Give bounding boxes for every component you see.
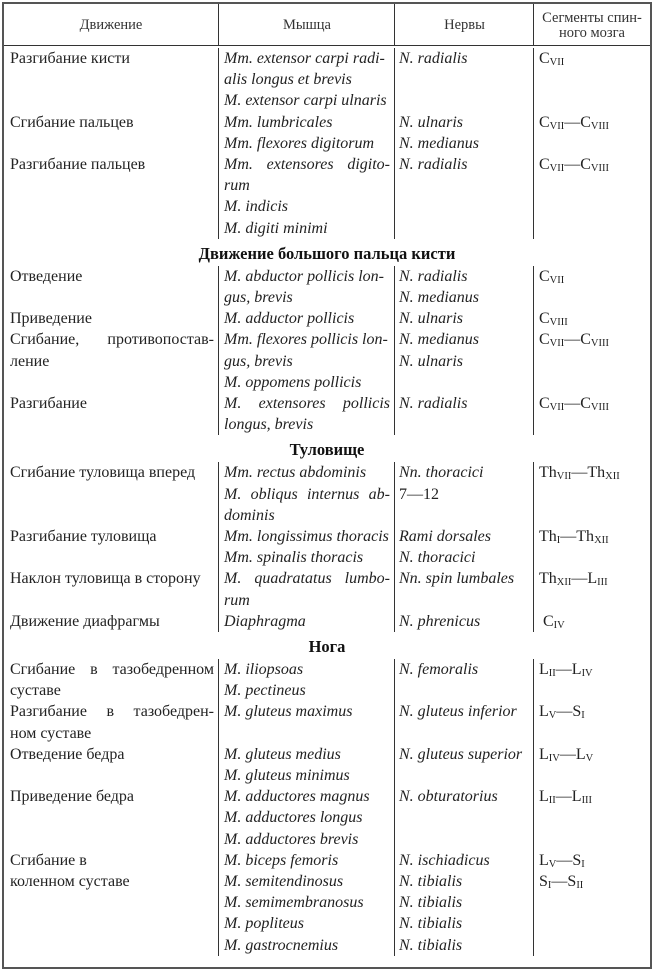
column-divider xyxy=(533,266,534,436)
segment-letter: — xyxy=(564,331,581,349)
nerve-cell: N. ischiadicus xyxy=(399,851,490,869)
segment-letter: L xyxy=(539,703,549,721)
segment-letter: — xyxy=(559,745,576,763)
muscle-cell: M. semitendinosus xyxy=(224,873,344,890)
muscle-cell: M. popliteus xyxy=(224,915,304,933)
segment-index: VIII xyxy=(590,120,609,132)
muscle-cell: M. extensor carpi ulnaris xyxy=(224,92,387,110)
movement-cell: Сгибание, противопостав- xyxy=(10,331,214,349)
column-divider xyxy=(394,659,395,956)
segment-letter: — xyxy=(555,788,572,806)
segment-cell xyxy=(539,48,564,73)
movement-cell: Сгибание пальцев xyxy=(10,113,134,131)
segment-letter: Th xyxy=(539,528,557,545)
segment-letter: — xyxy=(571,464,588,482)
muscle-cell: M. gastrocnemius xyxy=(224,936,339,954)
muscle-cell: longus, brevis xyxy=(224,416,314,434)
segment-index: VII xyxy=(549,402,565,413)
segment-index: I xyxy=(547,880,552,891)
segment-letter: — xyxy=(551,873,568,890)
segment-letter: L xyxy=(587,570,598,588)
muscle-cell: Diaphragma xyxy=(224,612,306,630)
segment-index: IV xyxy=(548,752,560,764)
muscle-innervation-table xyxy=(2,2,652,969)
section-header: Движение большого пальца кисти xyxy=(198,243,456,263)
muscle-cell: M. pectineus xyxy=(224,682,306,700)
nerve-cell: N. tibialis xyxy=(399,936,463,954)
segment-index: XII xyxy=(594,535,609,546)
column-divider xyxy=(394,266,395,436)
segment-letter: L xyxy=(571,788,582,806)
muscle-cell: gus, brevis xyxy=(224,352,293,370)
segment-index: VIII xyxy=(590,163,609,174)
muscle-cell: M. iliopsoas xyxy=(224,661,304,678)
movement-cell: суставе xyxy=(10,682,61,700)
muscle-cell: M. biceps femoris xyxy=(224,851,339,869)
column-divider xyxy=(218,266,219,436)
segment-letter: S xyxy=(539,873,548,890)
segment-letter: C xyxy=(539,395,550,412)
muscle-cell: M. oppomens pollicis xyxy=(224,373,362,391)
column-divider xyxy=(218,659,219,956)
nerve-cell: N. ulnaris xyxy=(399,352,464,370)
header-segments-line1: Сегменты спин- xyxy=(542,10,642,26)
nerve-cell: N. radialis xyxy=(399,395,468,412)
movement-cell: ном суставе xyxy=(10,724,92,742)
movement-cell: Сгибание в тазобедренном xyxy=(10,661,214,678)
nerve-cell: N. phrenicus xyxy=(399,612,481,630)
segment-letter: S xyxy=(567,873,577,890)
segment-index: XII xyxy=(605,471,620,483)
section-header: Туловище xyxy=(289,440,365,460)
column-divider xyxy=(394,48,395,239)
segment-letter: Th xyxy=(539,570,557,588)
segment-index: II xyxy=(548,668,556,679)
segment-index: VII xyxy=(549,274,565,286)
segment-letter: L xyxy=(575,745,586,763)
nerve-cell: Nn. thoracici xyxy=(399,464,484,482)
segment-index: II xyxy=(548,795,556,807)
nerve-cell: N. tibialis xyxy=(399,915,463,933)
nerve-cell: N. obturatorius xyxy=(399,788,498,806)
segment-letter: L xyxy=(539,745,549,763)
segment-cell xyxy=(539,871,583,896)
muscle-cell: Mm. flexores digitorum xyxy=(224,134,375,152)
segment-index: VII xyxy=(549,57,565,68)
segment-letter: — xyxy=(556,851,573,869)
movement-cell: Движение диафрагмы xyxy=(10,612,160,630)
nerve-cell: N. tibialis xyxy=(399,894,463,912)
movement-cell: Разгибание пальцев xyxy=(10,156,146,173)
muscle-cell: M. semimembranosus xyxy=(224,894,364,912)
nerve-cell: N. gluteus inferior xyxy=(399,703,517,721)
muscle-cell: Mm. lumbricales xyxy=(224,113,333,131)
nerve-cell: N. radialis xyxy=(399,156,468,173)
segment-cell xyxy=(539,266,564,291)
segment-cell xyxy=(539,744,593,769)
header-movement: Движение xyxy=(79,17,143,33)
segment-cell xyxy=(539,154,609,179)
header-col-divider-1 xyxy=(218,4,219,45)
muscle-cell: alis longus et brevis xyxy=(224,71,352,89)
segment-letter: C xyxy=(580,331,591,349)
segment-letter: C xyxy=(580,113,591,131)
muscle-cell: M. gluteus medius xyxy=(224,745,341,763)
segment-index: III xyxy=(597,577,608,589)
nerve-cell: Nn. spin lumbales xyxy=(399,570,515,588)
segment-index: VIII xyxy=(590,338,609,350)
muscle-cell: Mm. longissimus thoracis xyxy=(224,528,389,545)
segment-letter: — xyxy=(571,570,588,588)
segment-letter: C xyxy=(539,310,550,328)
segment-cell xyxy=(539,786,592,811)
muscle-cell: Mm. spinalis thoracis xyxy=(224,549,364,567)
nerve-cell: N. tibialis xyxy=(399,873,463,890)
nerve-cell: N. gluteus superior xyxy=(399,745,523,763)
segment-cell xyxy=(539,701,585,726)
segment-index: XII xyxy=(556,577,572,589)
segment-letter: Th xyxy=(539,464,557,482)
segment-index: I xyxy=(581,710,585,722)
segment-letter: L xyxy=(539,661,549,678)
nerve-cell: N. ulnaris xyxy=(399,310,464,328)
segment-letter: L xyxy=(571,661,582,678)
segment-index: III xyxy=(581,795,593,807)
movement-cell: Приведение бедра xyxy=(10,788,134,806)
segment-index: V xyxy=(585,752,594,764)
column-divider xyxy=(218,462,219,632)
segment-index: VII xyxy=(549,163,565,174)
segment-index: II xyxy=(576,880,584,891)
segment-index: V xyxy=(548,710,557,722)
segment-letter: — xyxy=(560,528,577,545)
column-divider xyxy=(218,48,219,239)
nerve-cell: N. thoracici xyxy=(399,549,476,567)
column-divider xyxy=(533,462,534,632)
muscle-cell: Mm. rectus abdominis xyxy=(224,464,367,482)
segment-letter: S xyxy=(572,851,582,869)
segment-cell xyxy=(539,112,609,137)
movement-cell: ление xyxy=(10,352,50,370)
segment-letter: Th xyxy=(587,464,606,482)
segment-letter: C xyxy=(539,156,550,173)
movement-cell: Разгибание туловища xyxy=(10,528,157,545)
movement-cell: Разгибание в тазобедрен- xyxy=(10,703,214,721)
column-divider xyxy=(394,462,395,632)
segment-letter: — xyxy=(556,703,573,721)
segment-letter: S xyxy=(572,703,582,721)
muscle-cell: M. adductores brevis xyxy=(224,830,359,848)
muscle-cell: rum xyxy=(224,591,250,609)
nerve-cell: N. medianus xyxy=(399,134,479,152)
movement-cell: Разгибание кисти xyxy=(10,50,130,67)
movement-cell: Приведение xyxy=(10,310,92,328)
segment-index: V xyxy=(548,858,557,870)
segment-letter: L xyxy=(539,788,549,806)
muscle-cell: rum xyxy=(224,177,250,195)
muscle-cell: M. adductor pollicis xyxy=(224,310,355,328)
muscle-cell: M. gluteus minimus xyxy=(224,767,350,784)
muscle-cell: Mm. extensor carpi radi- xyxy=(224,50,385,67)
movement-cell: Отведение xyxy=(10,267,83,285)
segment-index: VII xyxy=(556,471,572,483)
muscle-cell: M. extensores pollicis xyxy=(224,395,390,412)
segment-cell xyxy=(539,393,609,418)
nerve-cell: Rami dorsales xyxy=(399,528,491,545)
segment-letter: — xyxy=(555,661,572,678)
nerve-cell: N. medianus xyxy=(399,289,479,306)
segment-letter: C xyxy=(539,267,550,285)
muscle-cell: M. adductores magnus xyxy=(224,788,370,806)
muscle-cell: M. quadratatus lumbo- xyxy=(224,570,390,588)
muscle-cell: gus, brevis xyxy=(224,289,293,306)
segment-letter: C xyxy=(580,156,591,173)
section-header: Нога xyxy=(308,637,346,656)
header-divider xyxy=(4,45,650,46)
segment-letter: C xyxy=(543,612,554,630)
segment-index: I xyxy=(556,535,561,546)
nerve-cell: N. ulnaris xyxy=(399,113,464,131)
segment-letter: — xyxy=(564,113,581,131)
segment-index: VIII xyxy=(590,402,609,413)
segment-letter: — xyxy=(564,395,581,412)
segment-cell xyxy=(539,329,609,354)
segment-index: VII xyxy=(549,338,565,350)
muscle-cell: Mm. flexores pollicis lon- xyxy=(224,331,388,349)
header-col-divider-2 xyxy=(394,4,395,45)
nerve-cell: N. radialis xyxy=(399,267,468,285)
muscle-cell: M. digiti minimi xyxy=(224,219,328,237)
segment-index: IV xyxy=(553,619,565,631)
segment-letter: C xyxy=(539,331,550,349)
column-divider xyxy=(533,659,534,956)
muscle-cell: M. gluteus maximus xyxy=(224,703,353,721)
movement-cell: Отведение бедра xyxy=(10,745,125,763)
segment-letter: L xyxy=(539,851,549,869)
header-nerves: Нервы xyxy=(444,17,485,33)
segment-index: VII xyxy=(549,120,565,132)
nerve-cell: 7—12 xyxy=(399,485,439,503)
header-muscle: Мышца xyxy=(283,17,331,33)
movement-cell: коленном суставе xyxy=(10,873,130,890)
movement-cell: Наклон туловища в сторону xyxy=(10,570,201,588)
segment-letter: Th xyxy=(576,528,595,545)
segment-letter: C xyxy=(539,113,550,131)
movement-cell: Сгибание туловища вперед xyxy=(10,464,196,482)
segment-cell xyxy=(539,568,608,593)
nerve-cell: N. radialis xyxy=(399,50,468,67)
segment-index: VIII xyxy=(549,317,568,329)
header-col-divider-3 xyxy=(533,4,534,45)
header-segments xyxy=(534,11,650,41)
nerve-cell: N. medianus xyxy=(399,331,479,349)
segment-index: I xyxy=(581,858,585,870)
muscle-cell: dominis xyxy=(224,506,275,524)
segment-cell xyxy=(539,659,593,684)
muscle-cell: M. adductores longus xyxy=(224,809,363,827)
segment-index: IV xyxy=(581,668,593,679)
segment-cell xyxy=(539,462,620,487)
segment-letter: C xyxy=(539,50,550,67)
muscle-cell: M. abductor pollicis lon- xyxy=(224,267,384,285)
segment-letter: C xyxy=(580,395,591,412)
muscle-cell: M. obliqus internus ab- xyxy=(224,485,390,503)
muscle-cell: Mm. extensores digito- xyxy=(224,156,390,173)
movement-cell: Сгибание в xyxy=(10,851,87,869)
muscle-cell: M. indicis xyxy=(224,198,288,216)
segment-cell xyxy=(543,611,565,636)
column-divider xyxy=(533,48,534,239)
movement-cell: Разгибание xyxy=(10,395,87,412)
nerve-cell: N. femoralis xyxy=(399,661,479,678)
header-segments-line2: ного мозга xyxy=(558,25,625,41)
segment-cell xyxy=(539,526,609,551)
segment-letter: — xyxy=(564,156,581,173)
